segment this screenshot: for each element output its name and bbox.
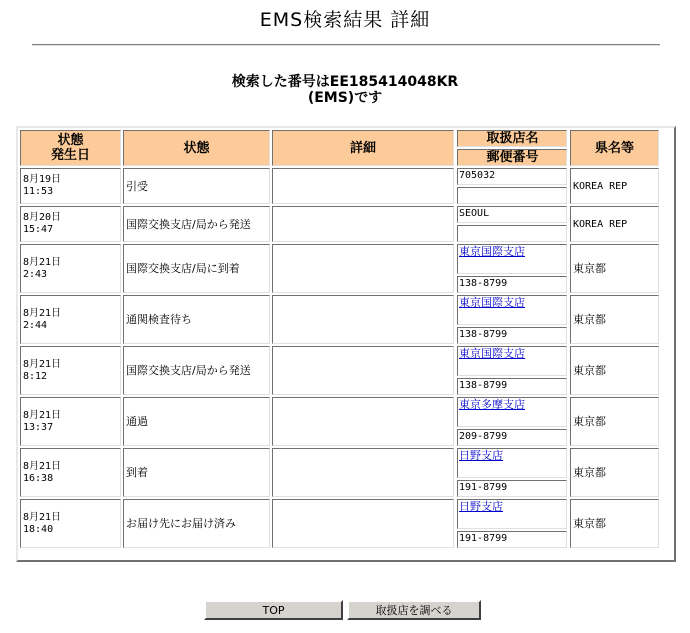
row-datetime <box>20 499 121 548</box>
service-type-text: (EMS)です <box>307 90 383 106</box>
row-time: 8:12 <box>23 370 48 382</box>
row-datetime <box>20 397 121 446</box>
row-time: 13:37 <box>23 421 54 433</box>
tracking-table-frame <box>16 126 676 562</box>
row-office <box>457 448 567 478</box>
row-status: 国際交換支店/局から発送 <box>123 346 270 395</box>
row-detail <box>272 499 454 548</box>
row-office-postal <box>456 499 568 548</box>
tracking-table <box>18 128 661 550</box>
row-prefecture: 東京都 <box>570 244 659 293</box>
row-time: 15:47 <box>23 224 54 235</box>
office-link[interactable]: 東京国際支店 <box>459 347 525 360</box>
row-office-postal <box>456 168 568 204</box>
row-datetime <box>20 168 121 204</box>
row-postal <box>457 187 567 204</box>
row-datetime <box>20 244 121 293</box>
header-office-postal <box>456 130 568 166</box>
row-status: 到着 <box>123 448 270 497</box>
top-button[interactable]: TOP <box>204 600 343 620</box>
row-datetime <box>20 206 121 242</box>
row-office <box>457 244 567 274</box>
header-postal: 郵便番号 <box>457 149 567 166</box>
row-datetime <box>20 448 121 497</box>
row-office: SEOUL <box>457 206 567 223</box>
row-office-postal <box>456 346 568 395</box>
row-detail <box>272 448 454 497</box>
row-time: 16:38 <box>23 472 54 484</box>
table-row <box>20 206 659 242</box>
row-office-postal <box>456 295 568 344</box>
row-date: 8月20日 <box>23 212 62 223</box>
row-postal: 138-8799 <box>457 276 567 293</box>
row-status: 国際交換支店/局に到着 <box>123 244 270 293</box>
row-date: 8月19日 <box>23 174 62 185</box>
row-time: 11:53 <box>23 186 54 197</box>
search-result-message <box>0 74 690 106</box>
row-postal: 191-8799 <box>457 531 567 548</box>
row-prefecture: 東京都 <box>570 397 659 446</box>
row-prefecture: 東京都 <box>570 448 659 497</box>
header-prefecture: 県名等 <box>570 130 659 166</box>
table-row <box>20 244 659 293</box>
office-link[interactable]: 日野支店 <box>459 500 503 513</box>
row-prefecture: 東京都 <box>570 346 659 395</box>
header-detail: 詳細 <box>272 130 454 166</box>
row-detail <box>272 168 454 204</box>
office-link[interactable]: 東京国際支店 <box>459 245 525 258</box>
row-status: お届け先にお届け済み <box>123 499 270 548</box>
row-detail <box>272 244 454 293</box>
row-date: 8月21日 <box>23 307 62 319</box>
row-office <box>457 346 567 376</box>
row-prefecture: 東京都 <box>570 499 659 548</box>
row-time: 2:43 <box>23 268 48 280</box>
row-status: 国際交換支店/局から発送 <box>123 206 270 242</box>
row-date: 8月21日 <box>23 358 62 370</box>
row-office: 705032 <box>457 168 567 185</box>
row-prefecture: KOREA REP <box>570 168 659 204</box>
row-office-postal <box>456 448 568 497</box>
row-time: 18:40 <box>23 523 54 535</box>
header-datetime <box>20 130 121 166</box>
lookup-office-button[interactable]: 取扱店を調べる <box>347 600 481 620</box>
header-office: 取扱店名 <box>457 130 567 147</box>
tracking-number-text: 検索した番号はEE185414048KR <box>231 74 459 90</box>
row-status: 通関検査待ち <box>123 295 270 344</box>
office-link[interactable]: 東京多摩支店 <box>459 398 525 411</box>
header-status: 状態 <box>123 130 270 166</box>
row-prefecture: 東京都 <box>570 295 659 344</box>
row-postal <box>457 225 567 242</box>
row-detail <box>272 295 454 344</box>
row-datetime <box>20 295 121 344</box>
table-header-row <box>20 130 659 166</box>
table-row <box>20 499 659 548</box>
row-office-postal <box>456 244 568 293</box>
row-office <box>457 499 567 529</box>
page-title: EMS検索結果 詳細 <box>259 9 431 31</box>
divider <box>32 44 660 46</box>
row-date: 8月21日 <box>23 409 62 421</box>
row-detail <box>272 346 454 395</box>
row-status: 通過 <box>123 397 270 446</box>
office-link[interactable]: 東京国際支店 <box>459 296 525 309</box>
row-datetime <box>20 346 121 395</box>
row-office-postal <box>456 397 568 446</box>
row-detail <box>272 206 454 242</box>
row-time: 2:44 <box>23 319 48 331</box>
row-office <box>457 397 567 427</box>
row-postal: 191-8799 <box>457 480 567 497</box>
row-date: 8月21日 <box>23 460 62 472</box>
table-row <box>20 346 659 395</box>
row-date: 8月21日 <box>23 511 62 523</box>
row-detail <box>272 397 454 446</box>
row-postal: 209-8799 <box>457 429 567 446</box>
row-office-postal <box>456 206 568 242</box>
row-office <box>457 295 567 325</box>
row-postal: 138-8799 <box>457 327 567 344</box>
office-link[interactable]: 日野支店 <box>459 449 503 462</box>
table-row <box>20 397 659 446</box>
header-datetime-text: 状態 発生日 <box>50 133 90 163</box>
row-prefecture: KOREA REP <box>570 206 659 242</box>
row-status: 引受 <box>123 168 270 204</box>
table-row <box>20 448 659 497</box>
row-postal: 138-8799 <box>457 378 567 395</box>
row-date: 8月21日 <box>23 256 62 268</box>
table-row <box>20 295 659 344</box>
table-row <box>20 168 659 204</box>
